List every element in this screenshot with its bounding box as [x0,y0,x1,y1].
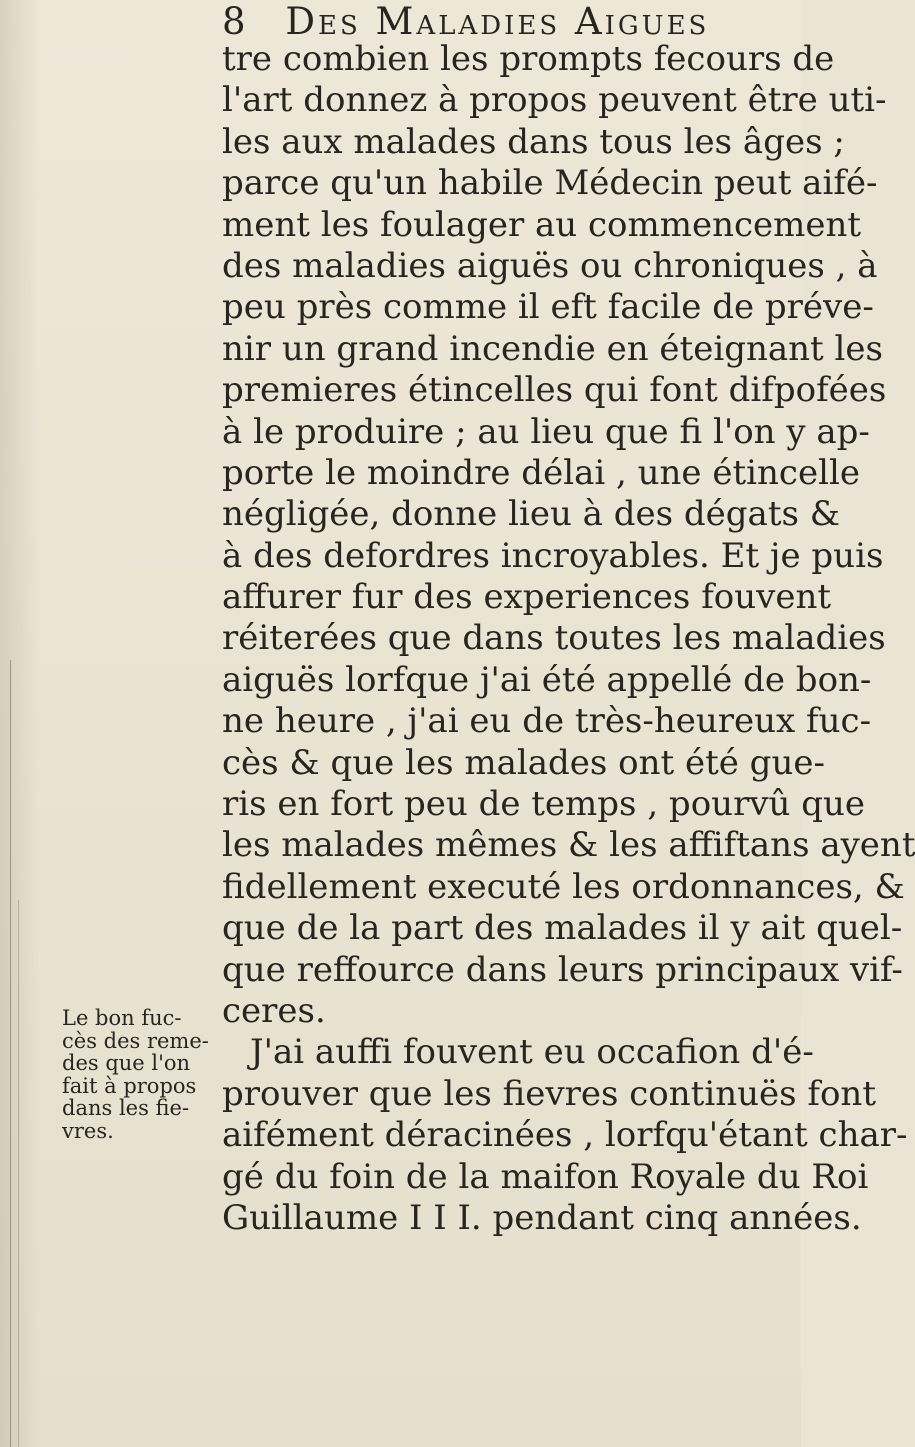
text-line: parce qu'un habile Médecin peut aifé- [222,163,878,204]
text-line: des maladies aiguës ou chroniques , à [222,245,878,286]
text-line: que reffource dans leurs principaux vif- [222,949,903,990]
text-line: Guillaume I I I. pendant cinq années. [222,1197,862,1238]
text-line: les aux malades dans tous les âges ; [222,121,845,162]
body-text [222,39,915,1239]
text-line: réiterées que dans toutes les maladies [222,618,886,659]
paragraph-start-line: J'ai auffi fouvent eu occafion d'é- [250,1032,814,1073]
text-line: aiguës lorfque j'ai été appellé de bon- [222,659,872,700]
margin-note-line: vres. [62,1118,114,1143]
text-line: cès & que les malades ont été gue- [222,742,825,783]
text-line: à des defordres incroyables. Et je puis [222,535,884,576]
text-line: l'art donnez à propos peuvent être uti- [222,80,887,121]
margin-note [62,1007,222,1142]
text-line: les malades mêmes & les affiftans ayent [222,825,915,866]
margin-note-line: dans les fie- [62,1096,190,1120]
margin-note-line: Le bon fuc- [62,1006,182,1030]
text-line: aifément déracinées , lorfqu'étant char- [222,1115,908,1156]
text-line: à le produire ; au lieu que fi l'on y ap- [222,411,870,452]
text-line: premieres étincelles qui font difpofées [222,370,887,411]
text-line: ne heure , j'ai eu de très-heureux fuc- [222,701,872,742]
text-line: ris en fort peu de temps , pourvû que [222,784,866,825]
text-line: fidellement executé les ordonnances, & [222,866,905,907]
running-head [222,0,709,44]
text-line: que de la part des malades il y ait quel- [222,908,903,949]
text-line: prouver que les fievres continuës font [222,1073,876,1114]
margin-note-line: fait à propos [62,1073,197,1098]
page-edge-line [10,660,11,1447]
text-line: gé du foin de la maifon Royale du Roi [222,1156,869,1197]
text-line: porte le moindre délai , une étincelle [222,452,860,493]
page-gutter-shadow [0,0,40,1447]
margin-note-line: cès des reme- [62,1028,209,1053]
text-line: peu près comme il eft facile de préve- [222,287,874,328]
page-number: 8 [222,0,249,43]
margin-note-line: des que l'on [62,1051,191,1075]
text-line: ceres. [222,990,326,1031]
text-line: ment les foulager au commencement [222,204,862,245]
text-line: affurer fur des experiences fouvent [222,577,832,618]
page-edge-line [18,900,19,1447]
running-title: Des Maladies Aigues [285,0,710,43]
text-line: négligée, donne lieu à des dégats & [222,494,841,535]
text-line: tre combien les prompts fecours de [222,39,835,79]
text-line: nir un grand incendie en éteignant les [222,328,883,369]
